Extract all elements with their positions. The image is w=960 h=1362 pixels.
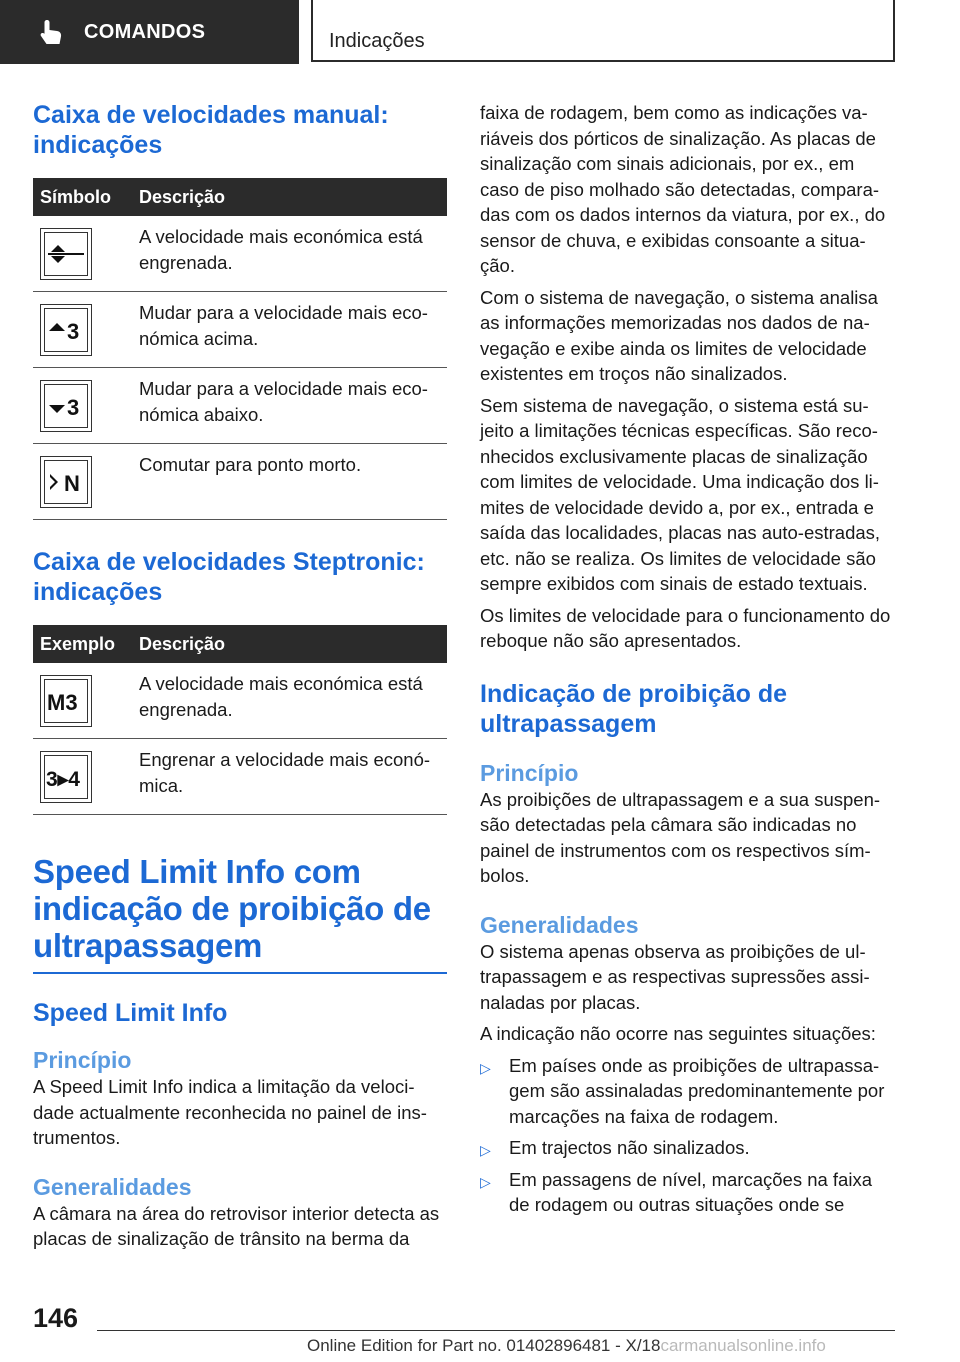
situations-intro: A indicação não ocorre nas seguintes situações: [480,1023,876,1044]
chapter-tab [311,0,895,62]
table-cell-description: Mudar para a velocidade mais eco-nómica acima. [133,292,447,368]
shift-gear-number: 3 [67,319,80,343]
list-item: ▷ Em passagens de nível, marcações na faixa de rodagem ou outras situações onde se [480,1168,872,1215]
table-row [33,292,447,368]
general-text: A câmara na área do retrovisor interior detecta as placas de sinalização de trânsito na berma da [33,1202,440,1249]
general-text: O sistema apenas observa as proibições de ul-trapassagem e as respectivas supressões assi-naladas por placas. [480,940,870,1013]
table-header-example: Exemplo [33,625,133,663]
table-cell-description: A velocidade mais económica está engrenada. [133,216,447,292]
gear-label: M3 [47,690,78,714]
situations-list [480,1053,896,1218]
table-row [33,216,447,292]
m3-gear-icon [40,675,92,727]
chapter-title: Indicações [329,30,425,52]
table-cell-description: Engrenar a velocidade mais econó-mica. [133,739,447,815]
paragraph: Com o sistema de navegação, o sistema analisa as informações memorizadas nos dados de na-vegação e exibe ainda os limites de velocidade existentes em troços não sinalizados. [480,286,878,384]
general-heading: Generalidades [480,911,639,938]
principle-text: As proibições de ultrapassagem e a sua suspen-são detectadas pela câmara são indicadas no painel de instrumentos com os respectivos sím-bolos. [480,788,881,886]
table-row [33,663,447,739]
general-heading: Generalidades [33,1173,192,1200]
edition-text: Online Edition for Part no. 01402896481 - X/18 [307,1336,661,1355]
manual-gearbox-heading: Caixa de velocidades manual: indicações [33,101,389,159]
shift-optimal-icon [40,228,92,280]
table-cell-description: Comutar para ponto morto. [133,444,447,520]
section-title: COMANDOS [84,20,206,43]
section-tab [0,0,299,64]
watermark-text: carmanualsonline.info [660,1336,826,1355]
footer-rule [97,1330,895,1331]
triangle-bullet-icon: ▷ [480,1173,491,1190]
shift-3-to-4-icon [40,751,92,803]
list-item: ▷ Em países onde as proibições de ultrapassa-gem são assinaladas predominantemente por marcações na faixa de rodagem. [480,1054,885,1127]
speed-limit-info-heading: Speed Limit Info [33,999,228,1027]
right-column [480,100,896,1218]
paragraph: Os limites de velocidade para o funcionamento do reboque não são apresentados. [480,604,891,651]
left-column [33,100,447,1252]
steptronic-heading: Caixa de velocidades Steptronic: indicações [33,548,425,606]
table-header-symbol: Símbolo [33,178,133,216]
hand-pointer-icon [38,18,64,46]
principle-text: A Speed Limit Info indica a limitação da veloci-dade actualmente reconhecida no painel de ins-trumentos. [33,1076,427,1148]
shift-down-icon [40,380,92,432]
table-row [33,739,447,815]
table-row [33,368,447,444]
page-number: 146 [33,1303,79,1333]
triangle-bullet-icon: ▷ [480,1059,491,1076]
principle-heading: Princípio [33,1047,132,1073]
no-overtaking-heading: Indicação de proibição de ultrapassagem [480,679,788,738]
table-cell-description: A velocidade mais económica está engrenada. [133,663,447,739]
table-header-description: Descrição [133,625,447,663]
shift-up-icon [40,304,92,356]
neutral-letter: N [64,471,80,495]
list-item: ▷ Em trajectos não sinalizados. [480,1135,896,1161]
steptronic-table [33,625,447,815]
shift-gear-number: 3 [67,395,80,419]
table-cell-description: Mudar para a velocidade mais eco-nómica abaixo. [133,368,447,444]
paragraph: Sem sistema de navegação, o sistema está su-jeito a limitações técnicas específicas. São reco-nhecidos exclusivamente placas de sinalização com limites de velocidade. Uma indicação dos li-mites de velocidade devido a, por ex., entrada e saída das localidades, placas nas auto-estradas, etc. não se realiza. Os limites de velocidade são sempre exibidos com sinais de estado textuais. [480,394,881,594]
paragraph: faixa de rodagem, bem como as indicações va-riáveis dos pórticos de sinalização. As placas de sinalização com sinais adicionais, por ex., em caso de piso molhado são detectadas, compara-das com os dados internos da viatura, por ex., do sensor de chuva, e exibidas consoante a situa-ção. [480,102,886,276]
triangle-bullet-icon: ▷ [480,1142,491,1158]
principle-heading: Princípio [480,759,579,786]
footer-edition [307,1336,826,1356]
speed-limit-info-main-heading: Speed Limit Info com indicação de proibição de ultrapassagem [33,853,431,964]
neutral-icon [40,456,92,508]
table-row [33,444,447,520]
gear-shift-label: 3▸4 [46,768,80,790]
manual-gearbox-table [33,178,447,520]
table-header-description: Descrição [133,178,447,216]
